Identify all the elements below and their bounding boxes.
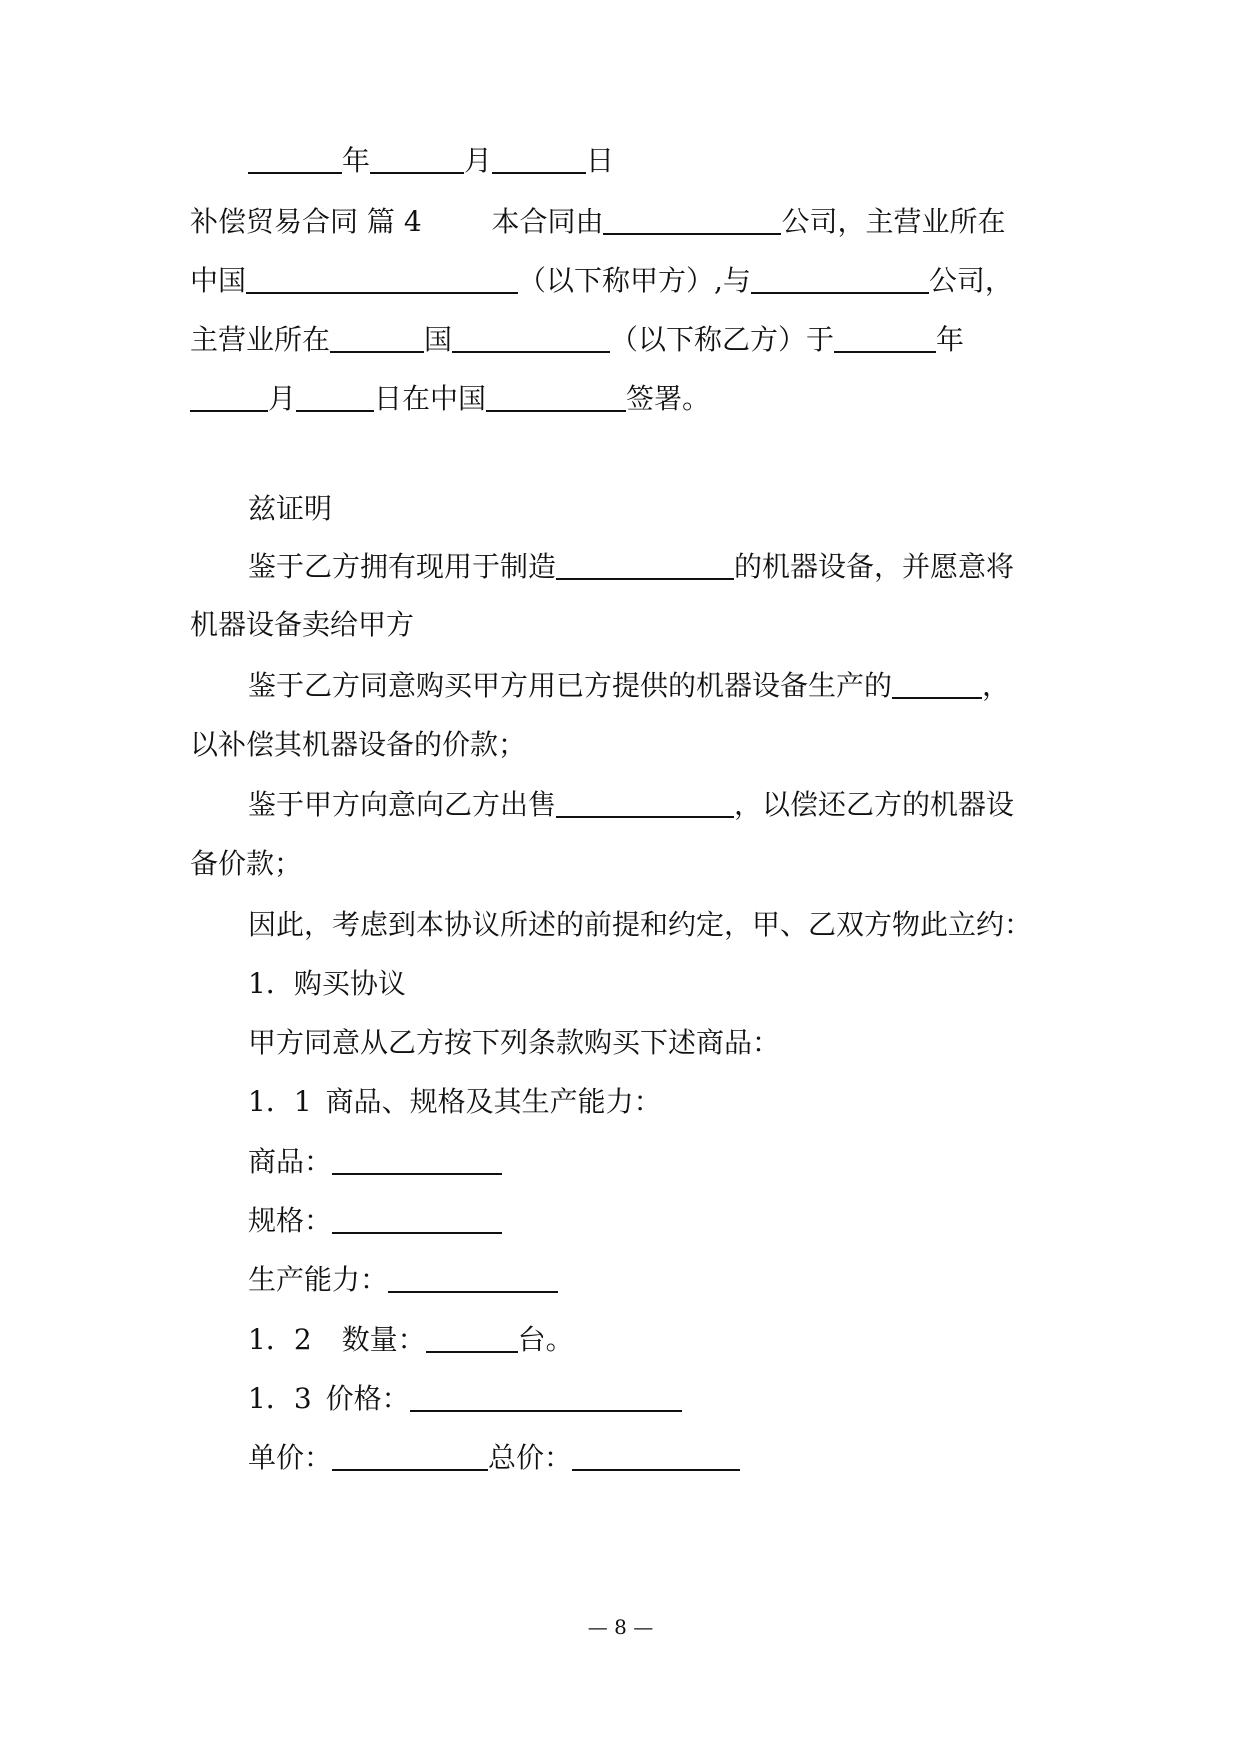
sale-goods-blank [556, 786, 734, 818]
produced-goods-blank [892, 667, 982, 699]
manufacture-product-blank [556, 548, 734, 580]
whereas-2-line-1: 鉴于乙方同意购买甲方用已方提供的机器设备生产的 ， [248, 669, 1011, 702]
capacity-blank [388, 1261, 558, 1293]
whereas-2-line-2: 以补偿其机器设备的价款； [190, 728, 527, 761]
unit-price-blank [332, 1439, 488, 1471]
clause-1-3-price: 1．3 价格： [248, 1379, 1061, 1419]
clause-1-2-quantity: 1．2 数量： 台。 [248, 1323, 574, 1356]
sign-year-blank [834, 321, 936, 353]
clause-1-text: 甲方同意从乙方按下列条款购买下述商品： [248, 1026, 781, 1059]
section-number: 篇 4 [366, 205, 422, 238]
party-b-country-blank [330, 321, 424, 353]
clause-1-heading: 1．购买协议 [248, 967, 406, 1000]
therefore-clause: 因此，考虑到本协议所述的前提和约定，甲、乙双方物此立约： [248, 908, 1033, 941]
contract-intro-line-2: 中国 （以下称甲方）,与 公司， [190, 264, 1013, 297]
price-blank [410, 1380, 682, 1412]
contract-intro-line-3: 主营业所在 国 （以下称乙方）于 年 [190, 323, 965, 356]
quantity-blank [426, 1321, 518, 1353]
party-a-company-blank [603, 203, 781, 235]
spec-line: 规格： [248, 1201, 1061, 1241]
sign-place-blank [486, 380, 626, 412]
party-a-address-blank [246, 262, 518, 294]
whereas-1-line-1: 鉴于乙方拥有现用于制造 的机器设备，并愿意将 [248, 550, 1015, 583]
sign-day-blank [296, 380, 374, 412]
whereas-1-line-2: 机器设备卖给甲方 [190, 608, 415, 641]
goods-line: 商品： [248, 1142, 1061, 1182]
witness-heading: 兹证明 [248, 492, 333, 525]
total-price-blank [572, 1439, 740, 1471]
day-blank [492, 142, 586, 174]
spec-blank [332, 1202, 502, 1234]
contract-intro-line-1: 补偿贸易合同 篇 4 本合同由 公司，主营业所在 [190, 205, 1006, 238]
contract-intro-line-4: 月 日在中国 签署。 [190, 379, 1061, 419]
capacity-line: 生产能力： [248, 1260, 1061, 1300]
whereas-3-line-2: 备价款； [190, 847, 303, 880]
sign-month-blank [190, 380, 268, 412]
date-line: 年 月 日 [248, 141, 1061, 181]
month-blank [370, 142, 464, 174]
goods-blank [332, 1143, 502, 1175]
contract-title: 补偿贸易合同 [190, 205, 359, 238]
year-blank [248, 142, 342, 174]
clause-1-1-heading: 1．1 商品、规格及其生产能力： [248, 1085, 662, 1118]
unit-total-price-line: 单价： 总价： [248, 1438, 1061, 1478]
party-b-address-blank [452, 321, 610, 353]
party-b-company-blank [751, 262, 929, 294]
whereas-3-line-1: 鉴于甲方向意向乙方出售 ，以偿还乙方的机器设 [248, 788, 1015, 821]
page-number: — 8 — [587, 1615, 654, 1639]
